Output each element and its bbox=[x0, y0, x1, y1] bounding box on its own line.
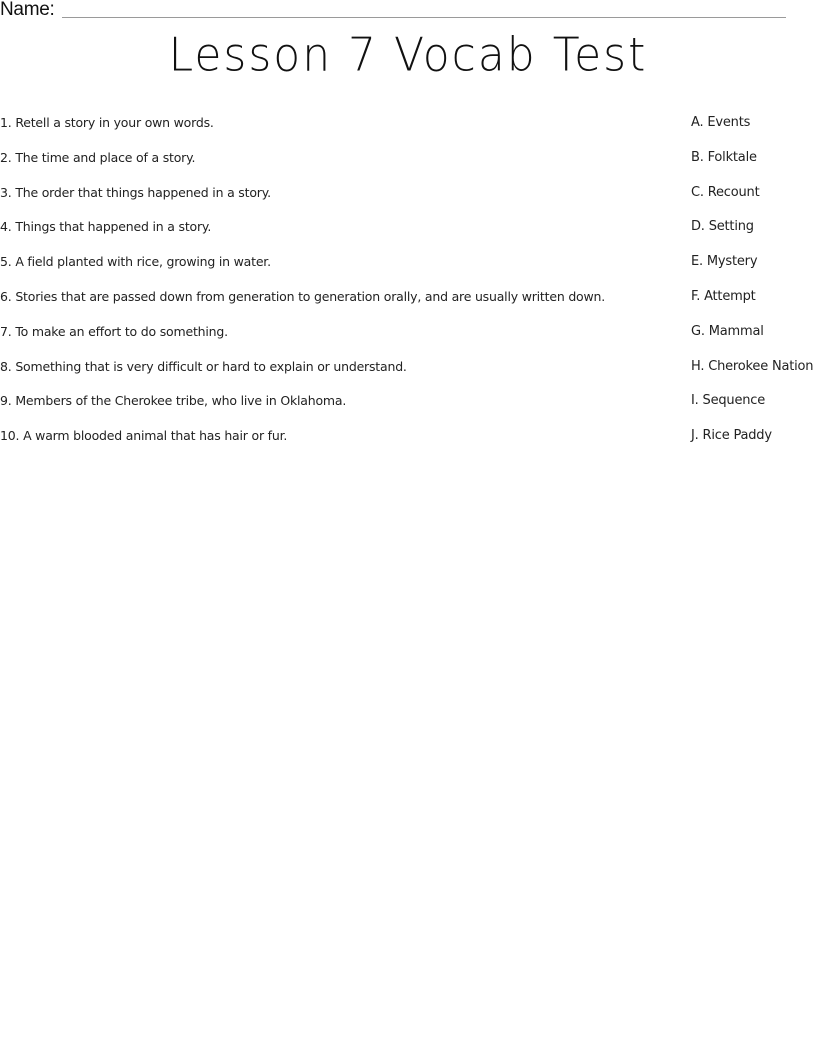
question-item bbox=[0, 184, 680, 219]
question-item bbox=[0, 427, 680, 462]
answer-item bbox=[691, 149, 816, 184]
question-number: 2. bbox=[0, 149, 12, 165]
answer-item bbox=[691, 253, 816, 288]
question-number: 4. bbox=[0, 219, 12, 235]
answer-word: Setting bbox=[708, 219, 754, 235]
answer-letter: A. bbox=[691, 115, 704, 130]
question-item bbox=[0, 218, 680, 253]
question-item bbox=[0, 253, 680, 288]
question-number: 6. bbox=[0, 288, 12, 304]
answer-item bbox=[691, 184, 816, 219]
name-label: Name: bbox=[0, 0, 55, 20]
answer-item bbox=[691, 392, 816, 427]
answer-word: Rice Paddy bbox=[702, 428, 772, 444]
answer-letter: G. bbox=[691, 323, 705, 339]
question-number: 3. bbox=[0, 184, 12, 200]
question-text: To make an effort to do something. bbox=[15, 323, 228, 339]
answer-letter: I. bbox=[691, 393, 699, 409]
question-item bbox=[0, 114, 680, 149]
answer-letter: B. bbox=[691, 149, 704, 165]
answer-letter: C. bbox=[691, 184, 704, 200]
question-text: The time and place of a story. bbox=[15, 149, 196, 165]
question-text: A field planted with rice, growing in water. bbox=[15, 254, 271, 270]
question-number: 10. bbox=[0, 428, 20, 444]
answer-word: Folktale bbox=[707, 149, 757, 165]
question-number: 8. bbox=[0, 358, 12, 374]
answer-word: Attempt bbox=[704, 288, 756, 304]
question-text: A warm blooded animal that has hair or fur. bbox=[23, 428, 288, 444]
question-item bbox=[0, 358, 680, 393]
question-item bbox=[0, 323, 680, 358]
answer-item bbox=[691, 323, 816, 358]
answer-letter: E. bbox=[691, 254, 703, 270]
question-text: Something that is very difficult or hard to explain or understand. bbox=[15, 358, 407, 374]
question-list bbox=[0, 114, 680, 462]
name-row bbox=[0, 0, 816, 22]
question-text: Retell a story in your own words. bbox=[15, 115, 214, 130]
answer-item bbox=[691, 427, 816, 462]
question-number: 7. bbox=[0, 323, 12, 339]
question-text: The order that things happened in a story. bbox=[15, 184, 271, 200]
question-item bbox=[0, 392, 680, 427]
question-text: Stories that are passed down from generation to generation orally, and are usually written down. bbox=[15, 288, 606, 304]
question-number: 5. bbox=[0, 254, 12, 270]
question-item bbox=[0, 149, 680, 184]
answer-word: Cherokee Nation bbox=[708, 358, 814, 374]
answer-word: Sequence bbox=[702, 393, 766, 409]
answer-item bbox=[691, 358, 816, 393]
question-text: Members of the Cherokee tribe, who live in Oklahoma. bbox=[15, 393, 347, 409]
question-number: 1. bbox=[0, 115, 12, 130]
answer-word: Mammal bbox=[708, 323, 764, 339]
question-number: 9. bbox=[0, 393, 12, 409]
answer-item bbox=[691, 218, 816, 253]
answer-item bbox=[691, 288, 816, 323]
name-input-line[interactable] bbox=[62, 17, 786, 18]
answer-letter: H. bbox=[691, 358, 705, 374]
question-item bbox=[0, 288, 680, 323]
answer-letter: D. bbox=[691, 219, 705, 235]
answer-word: Recount bbox=[707, 184, 760, 200]
answer-word: Events bbox=[707, 115, 751, 130]
answer-list bbox=[691, 114, 816, 462]
answer-word: Mystery bbox=[706, 254, 758, 270]
answer-letter: J. bbox=[691, 428, 699, 444]
page-title: Lesson 7 Vocab Test bbox=[168, 28, 648, 83]
answer-item bbox=[691, 114, 816, 149]
answer-letter: F. bbox=[691, 288, 701, 304]
question-text: Things that happened in a story. bbox=[15, 219, 212, 235]
